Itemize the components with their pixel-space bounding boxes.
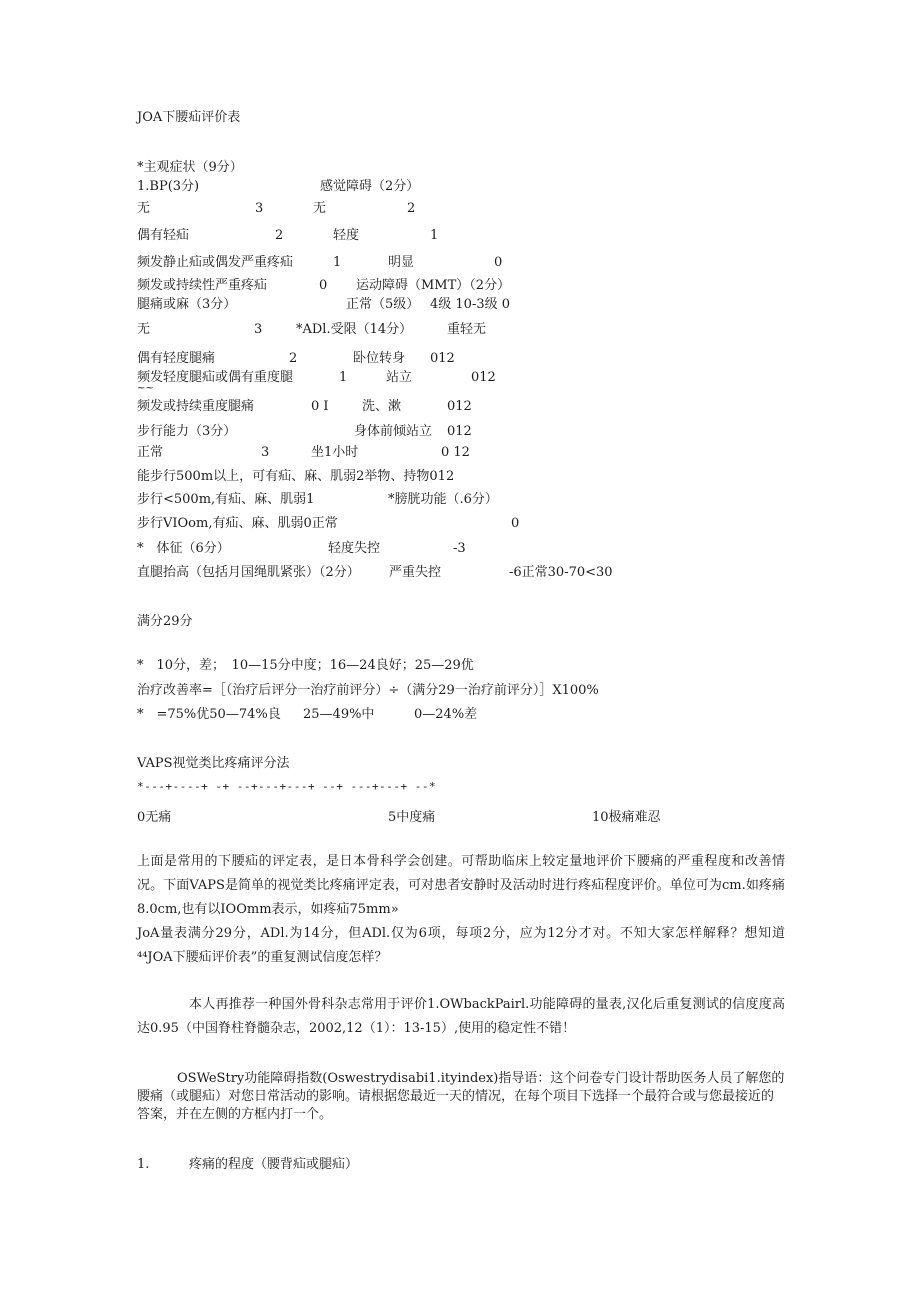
vaps-label-0: 0无痛 <box>137 810 172 825</box>
table-cell: 正常（5级） <box>346 297 420 312</box>
improvement-levels-c: 0—24%差 <box>414 707 478 722</box>
table-cell: -3 <box>453 541 466 556</box>
paragraph-intro: 上面是常用的下腰疝的评定表，是日本骨科学会创建。可帮助临床上较定量地评价下腰痛的严重程度和改善情况。下面VAPS是简单的视觉类比疼痛评定表，可对患者安静时及活动时进行疼疝程度评价。单位可为cm.如疼痛8.0cm,也有以IOOmm表示，如疼疝75mm» <box>137 854 785 917</box>
paragraph-question: JoA量表满分29分，ADl.为14分，但ADl.仅为6项，每项2分，应为12分才对。不知大家怎样解释？想知道⁴⁴JOA下腰疝评价表”的重复测试信度怎样？ <box>137 926 785 965</box>
improvement-levels-a: * =75%优50—74%良 <box>137 707 281 722</box>
improvement-formula: 治疗改善率=［（治疗后评分一治疗前评分）÷（满分29一治疗前评分）］X100% <box>137 683 599 698</box>
table-cell: 重轻无 <box>447 322 487 337</box>
item-sensory: 感觉障碍（2分） <box>320 179 420 194</box>
table-cell: 轻度失控 <box>328 541 381 556</box>
table-cell: 0 <box>511 516 520 531</box>
table-cell: 明显 <box>388 255 415 270</box>
item-motor: 运动障碍（MMT）（2分） <box>356 278 511 293</box>
table-cell: 012 <box>447 399 472 414</box>
table-cell: 4级 10-3级 0 <box>430 297 511 312</box>
item-bladder: *膀胱功能（.6分） <box>388 492 498 507</box>
section-subjective-symptoms: *主观症状（9分） <box>137 160 243 175</box>
table-cell: 0 12 <box>441 445 470 460</box>
table-cell: 偶有轻度腿痛 <box>137 351 216 366</box>
table-cell: 无 <box>313 201 327 216</box>
table-cell: 身体前倾站立 <box>354 424 433 439</box>
table-cell: 轻度 <box>333 228 360 243</box>
table-cell: 3 <box>255 201 264 216</box>
table-cell: 能步行500m以上，可有疝、麻、肌弱2举物、持物012 <box>137 469 455 484</box>
table-cell: 频发轻度腿疝或偶有重度腿 <box>137 370 294 385</box>
table-cell: 3 <box>261 445 270 460</box>
item-bp: 1.BP(3分) <box>137 179 200 194</box>
table-cell: 严重失控 <box>389 565 442 580</box>
table-cell: 坐1小时 <box>311 445 359 460</box>
table-cell: 频发静止疝或偶发严重疼疝 <box>137 255 294 270</box>
table-cell: 站立 <box>386 370 413 385</box>
table-cell: 频发或持续重度腿痛 <box>137 399 255 414</box>
item-leg-pain: 腿痛或麻（3分） <box>137 297 237 312</box>
table-cell: 卧位转身 <box>353 351 406 366</box>
improvement-levels-b: 25—49%中 <box>303 707 375 722</box>
table-cell: 1 <box>333 255 342 270</box>
table-cell: 偶有轻疝 <box>137 228 190 243</box>
table-cell: 1 <box>430 228 439 243</box>
vaps-label-5: 5中度痛 <box>388 810 436 825</box>
table-cell: 步行<500m,有疝、麻、肌弱1 <box>137 492 315 507</box>
table-cell: 0 <box>494 255 503 270</box>
vaps-title: VAPS视觉类比疼痛评分法 <box>137 756 290 771</box>
table-cell: 2 <box>275 228 284 243</box>
table-cell: 0 <box>319 278 328 293</box>
score-grading: * 10分，差； 10—15分中度；16—24良好；25—29优 <box>137 658 474 673</box>
table-cell: 0 I <box>311 399 329 414</box>
item-title: 疼痛的程度（腰背疝或腿疝） <box>189 1157 359 1172</box>
paragraph-oswestry: OSWeStry功能障碍指数(Oswestrydisabi1.ityindex)指导语：这个问卷专门设计帮助医务人员了解您的腰痛（或腿疝）对您日常活动的影响。请根据您最近一天的情况，在每个项目下选择一个最符合或与您最接近的答案，并在左侧的方框内打一个。 <box>137 1071 785 1122</box>
item-number: 1. <box>137 1157 150 1172</box>
item-walking: 步行能力（3分） <box>137 424 237 439</box>
section-signs: * 体征（6分） <box>137 541 230 556</box>
page-title: JOA下腰疝评价表 <box>137 110 241 125</box>
table-cell: 012 <box>447 424 472 439</box>
vaps-label-10: 10极痛难忍 <box>592 810 661 825</box>
table-cell: 频发或持续性严重疼疝 <box>137 278 268 293</box>
table-cell: 012 <box>430 351 455 366</box>
table-cell: 1 <box>339 370 348 385</box>
item-adl: *ADl.受限（14分） <box>296 322 413 337</box>
table-cell: 012 <box>471 370 496 385</box>
table-cell: -6正常30-70<30 <box>509 565 613 580</box>
table-cell: 3 <box>254 322 263 337</box>
full-score: 满分29分 <box>137 614 193 629</box>
table-cell: 步行VIOom,有疝、麻、肌弱0正常 <box>137 516 338 531</box>
paragraph-recommend: 本人再推荐一种国外骨科杂志常用于评价1.OWbackPairl.功能障碍的量表,汉化后重复测试的信度度高达0.95（中国脊柱脊髓杂志，2002,12（1）：13-15）,使用的稳定性不错！ <box>137 997 785 1036</box>
table-cell: 无 <box>137 201 151 216</box>
item-slr: 直腿抬高（包括月国绳肌紧张）（2分） <box>137 565 360 580</box>
table-cell: 2 <box>407 201 416 216</box>
table-cell: 正常 <box>137 445 164 460</box>
vaps-scale: *---+----+ -+ --+---+---+ --+ ---+---+ --* <box>137 780 437 793</box>
table-cell: 洗、漱 <box>362 399 402 414</box>
table-cell: 2 <box>289 351 298 366</box>
stray-mark: ~~ <box>137 383 154 394</box>
table-cell: 无 <box>137 322 151 337</box>
